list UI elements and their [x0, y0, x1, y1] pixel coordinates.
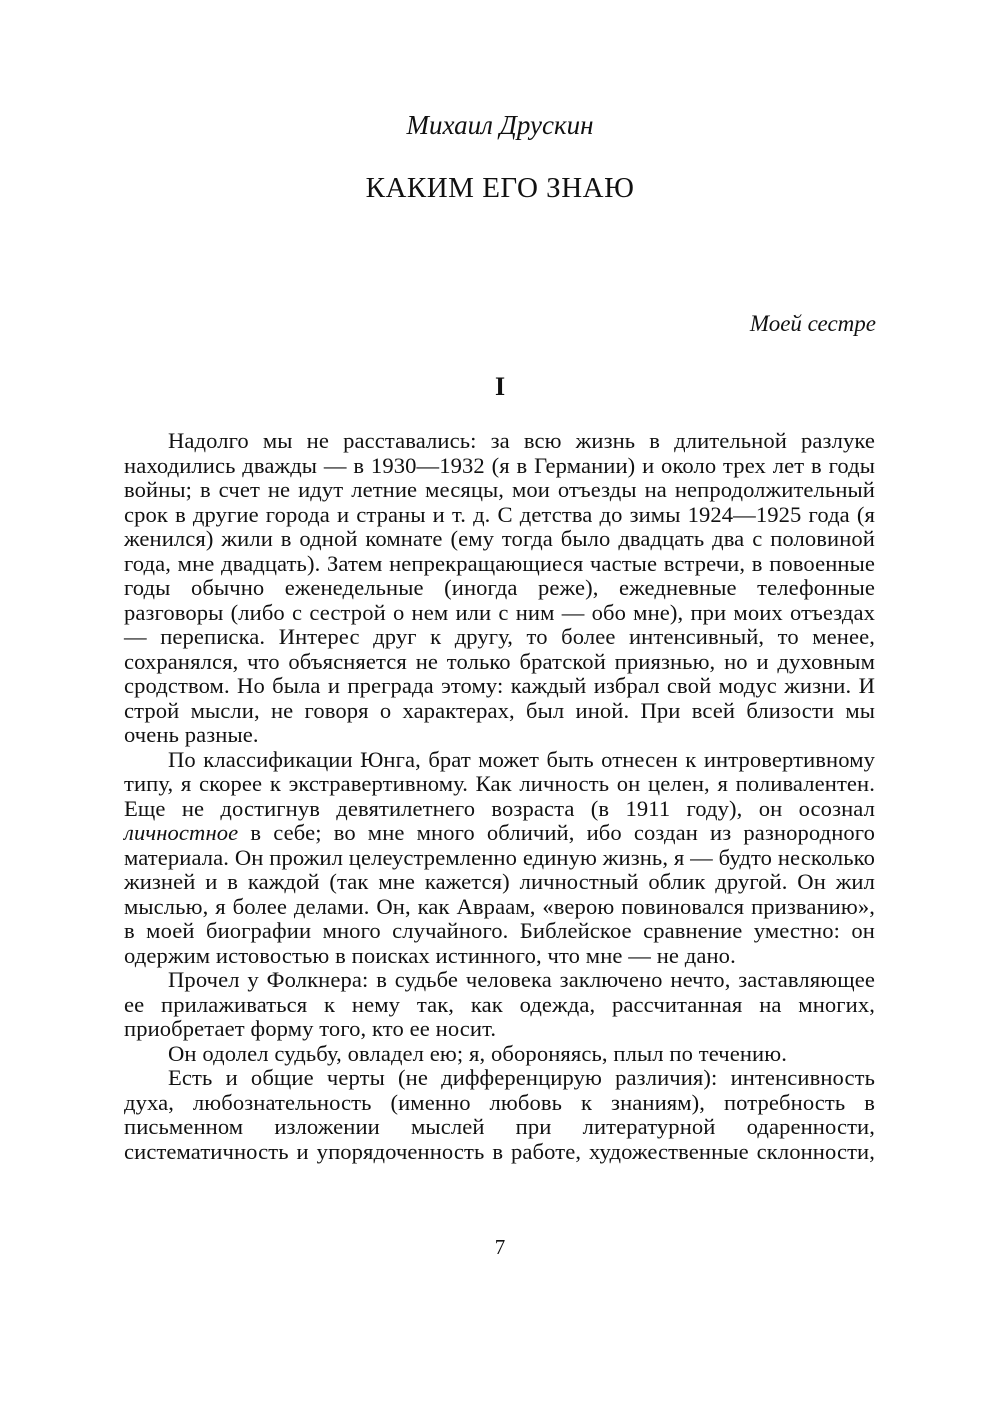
paragraph: Прочел у Фолкнера: в судьбе человека заключено нечто, заставляющее ее прилаживаться к нему так, как одежда, рассчитанная на многих, приобретает форму того, кто ее носит. — [124, 967, 875, 1041]
author-name: Михаил Друскин — [406, 110, 594, 140]
dedication: Моей сестре — [749, 311, 876, 336]
chapter-title: КАКИМ ЕГО ЗНАЮ — [365, 172, 635, 204]
paragraph: Есть и общие черты (не дифференцирую различия): интенсивность духа, любознательность (именно любовь к знаниям), потребность в письменном изложении мыслей при литературной одаренности, систематичность и упорядоченность в работе, художественные склонности, — [124, 1065, 875, 1164]
paragraph: Он одолел судьбу, овладел ею; я, обороняясь, плыл по течению. — [168, 1040, 787, 1066]
text-run: По классификации Юнга, брат может быть отнесен к интровертивному типу, я скорее к экстравертивному. Как личность он целен, я поливалентен. Еще не достигнув девятилетнего возраста (в 1911 году), он осознал — [124, 746, 875, 821]
italic-text: личностное — [124, 820, 239, 845]
page-number: 7 — [494, 1235, 506, 1259]
paragraph — [124, 748, 875, 969]
text-run: в себе; во мне много обличий, ибо создан из разнородного материала. Он прожил целеустремленно единую жизнь, я — будто несколько жизней и в каждой (так мне кажется) личностный облик другой. Он жил мыслью, я более делами. Он, как Авраам, «верою повиновался призванию», в моей биографии много случайного. Библейское сравнение уместно: он одержим истовостью в поисках истинного, что мне — не дано. — [124, 820, 875, 968]
body-text — [124, 429, 875, 1164]
paragraph: Надолго мы не расставались: за всю жизнь в длительной разлуке находились дважды — в 1930—1932 (я в Германии) и около трех лет в годы войны; в счет не идут летние месяцы, мои отъезды на непродолжительный срок в другие города и страны и т. д. С детства до зимы 1924—1925 года (я женился) жили в одной комнате (ему тогда было двадцать два с половиной года, мне двадцать). Затем непрекращающиеся частые встречи, в повоенные годы обычно еженедельные (иногда реже), ежедневные телефонные разговоры (либо с сестрой о нем или с ним — обо мне), при моих отъездах — переписка. Интерес друг к другу, то более интенсивный, то менее, сохранялся, что объясняется не только братской приязнью, но и духовным сродством. Но была и преграда этому: каждый избрал свой модус жизни. И строй мысли, не говоря о характерах, был иной. При всей близости мы очень разные. — [124, 428, 875, 747]
section-number: I — [494, 372, 506, 401]
